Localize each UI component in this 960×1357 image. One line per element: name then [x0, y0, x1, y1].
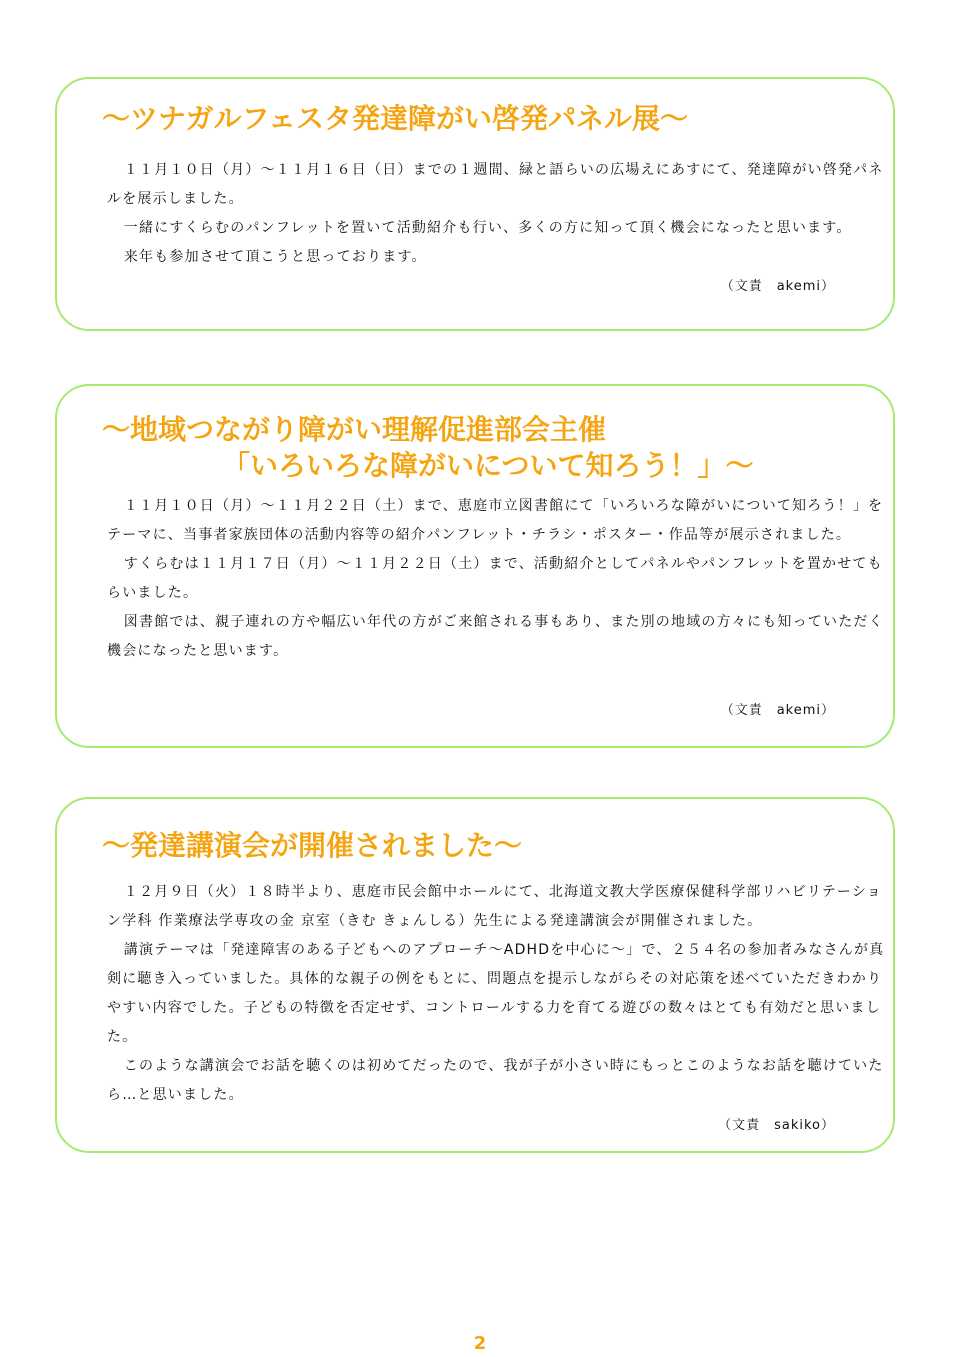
section-title: [102, 412, 753, 484]
section-body: [107, 878, 893, 1110]
paragraph: １１月１０日（月）～１１月１６日（日）までの１週間、緑と語らいの広場えにあすにて、発達障がい啓発パネルを展示しました。: [107, 162, 884, 207]
section-title: [102, 828, 522, 864]
section-tsunagaru-festa: [55, 77, 895, 331]
section-body: [107, 156, 893, 272]
paragraph: １２月９日（火）１８時半より、恵庭市民会館中ホールにて、北海道文教大学医療保健科学部リハビリテーション学科 作業療法学専攻の金 京室（きむ きょんしる）先生による発達講演会が開催されました。: [107, 884, 882, 929]
section-development-lecture: [55, 797, 895, 1153]
section-title-line: ～発達講演会が開催されました～: [102, 829, 523, 862]
paragraph: １１月１０日（月）～１１月２２日（土）まで、恵庭市立図書館にて「いろいろな障がいについて知ろう！」をテーマに、当事者家族団体の活動内容等の紹介パンフレット・チラシ・ポスター・作品等が展示されました。: [107, 498, 884, 543]
paragraph: このような講演会でお話を聴くのは初めてだったので、我が子が小さい時にもっとこのようなお話を聴けていたら…と思いました。: [107, 1058, 884, 1103]
author-credit: （文責 akemi）: [720, 279, 835, 294]
paragraph: すくらむは１１月１７日（月）～１１月２２日（土）まで、活動紹介としてパネルやパンフレットを置かせてもらいました。: [107, 556, 883, 601]
author-credit: （文責 sakiko）: [718, 1118, 835, 1133]
page-number: 2: [473, 1333, 487, 1354]
section-title-line: ～地域つながり障がい理解促進部会主催: [102, 413, 607, 446]
section-title: [102, 101, 688, 137]
section-title-line: ～ツナガルフェスタ発達障がい啓発パネル展～: [102, 102, 689, 135]
author-credit: （文責 akemi）: [720, 703, 835, 718]
paragraph: 一緒にすくらむのパンフレットを置いて活動紹介も行い、多くの方に知って頂く機会になったと思います。: [123, 220, 852, 236]
paragraph: 図書館では、親子連れの方や幅広い年代の方がご来館される事もあり、また別の地域の方々にも知っていただく機会になったと思います。: [107, 614, 884, 659]
paragraph: 来年も参加させて頂こうと思っております。: [123, 249, 427, 265]
section-title-line: 「いろいろな障がいについて知ろう！」～: [222, 449, 754, 482]
paragraph: 講演テーマは「発達障害のある子どもへのアプローチ～ADHDを中心に～」で、２５４名の参加者みなさんが真剣に聴き入っていました。具体的な親子の例をもとに、問題点を提示しながらその対応策を述べていただきわかりやすい内容でした。子どもの特徴を否定せず、コントロールする力を育てる遊びの数々はとても有効だと思いました。: [107, 942, 885, 1045]
section-body: [107, 492, 893, 666]
section-disability-understanding: [55, 384, 895, 748]
